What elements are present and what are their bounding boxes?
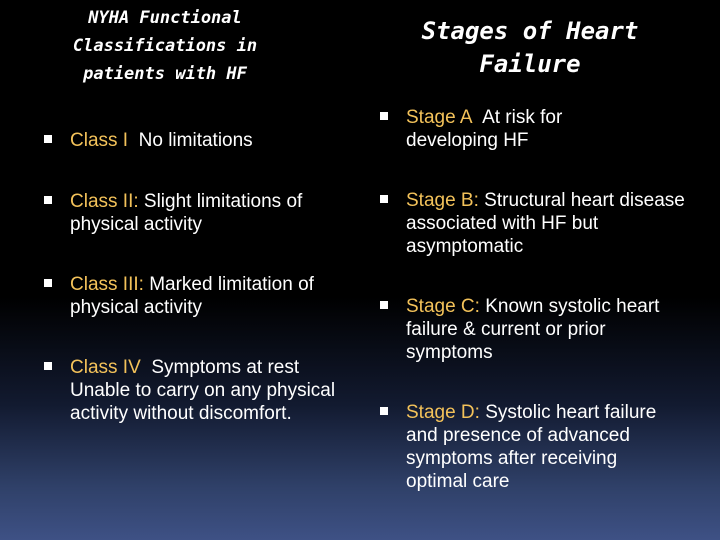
square-bullet-icon bbox=[44, 196, 52, 204]
square-bullet-icon bbox=[380, 112, 388, 120]
stage-a-text: At risk for developing HF bbox=[406, 107, 563, 151]
stage-b-item bbox=[380, 189, 706, 258]
stage-d-text: Systolic heart failure and presence of advanced symptoms after receiving optimal care bbox=[406, 402, 657, 492]
class-3-text: Marked limitation of physical activity bbox=[70, 274, 314, 318]
square-bullet-icon bbox=[44, 362, 52, 370]
stage-c-text: Known systolic heart failure & current or prior symptoms bbox=[406, 296, 660, 363]
nyha-title-line-1: NYHA Functional bbox=[88, 8, 242, 28]
class-3-label: Class III: bbox=[70, 274, 144, 295]
class-2-label: Class II: bbox=[70, 191, 139, 212]
class-2-item bbox=[44, 190, 370, 236]
stage-a-item bbox=[380, 106, 646, 152]
square-bullet-icon bbox=[380, 407, 388, 415]
square-bullet-icon bbox=[380, 195, 388, 203]
class-1-item bbox=[44, 129, 370, 152]
stage-a-label: Stage A bbox=[406, 107, 473, 128]
stages-title bbox=[380, 15, 680, 81]
class-4-label: Class IV bbox=[70, 357, 141, 378]
class-4-text: Symptoms at rest Unable to carry on any physical activity without discomfort. bbox=[70, 357, 336, 424]
class-1-text: No limitations bbox=[138, 130, 253, 151]
stage-c-label: Stage C: bbox=[406, 296, 480, 317]
nyha-title bbox=[40, 4, 290, 88]
square-bullet-icon bbox=[44, 135, 52, 143]
stage-b-label: Stage B: bbox=[406, 190, 479, 211]
square-bullet-icon bbox=[380, 301, 388, 309]
stage-b-text: Structural heart disease associated with HF but asymptomatic bbox=[406, 190, 685, 257]
nyha-title-line-3: patients with HF bbox=[83, 64, 247, 84]
class-3-item bbox=[44, 273, 370, 319]
stage-d-item bbox=[380, 401, 676, 493]
stage-d-label: Stage D: bbox=[406, 402, 480, 423]
class-2-text: Slight limitations of physical activity bbox=[70, 191, 303, 235]
class-1-label: Class I bbox=[70, 130, 129, 151]
class-4-item bbox=[44, 356, 362, 425]
stages-title-line-2: Failure bbox=[479, 50, 581, 78]
stage-c-item bbox=[380, 295, 688, 364]
stages-title-line-1: Stages of Heart bbox=[421, 17, 639, 45]
square-bullet-icon bbox=[44, 279, 52, 287]
nyha-title-line-2: Classifications in bbox=[72, 36, 258, 56]
